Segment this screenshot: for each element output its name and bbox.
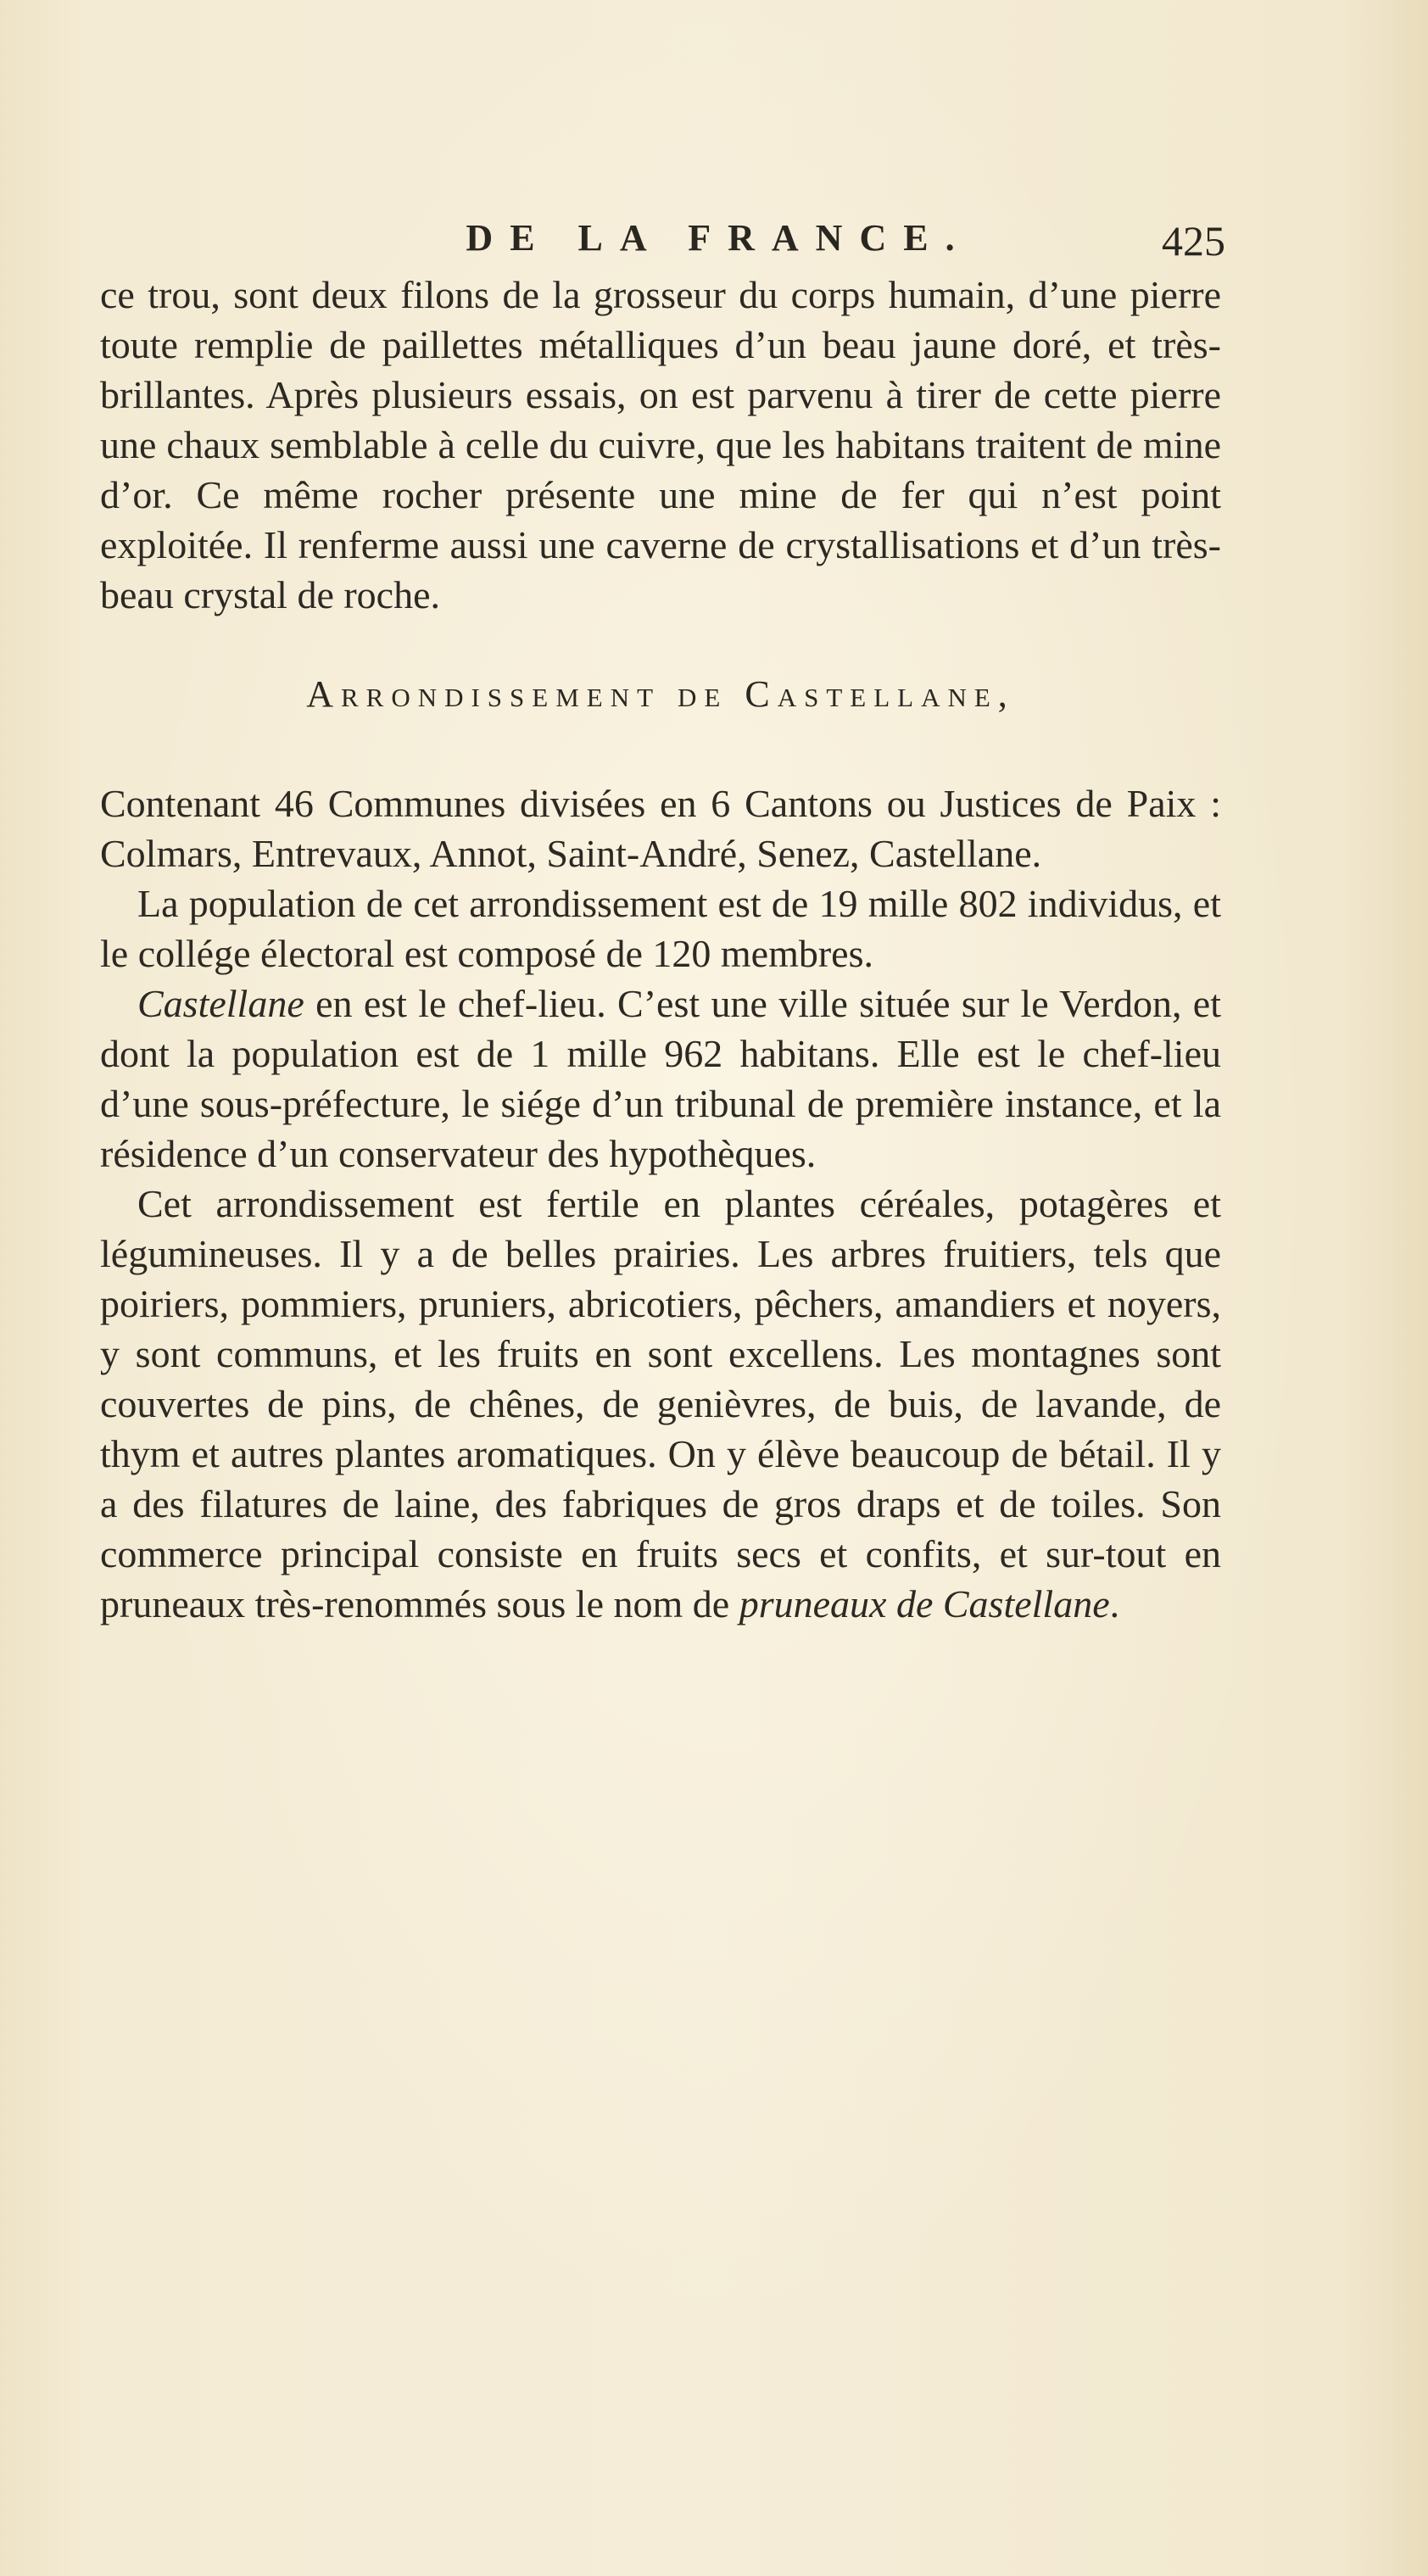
product-name-italic: pruneaux de Castellane [739,1582,1110,1625]
paragraph-continuation: ce trou, sont deux filons de la grosseur du corps humain, d’une pierre toute remplie de paillettes métalliques d’un beau jaune doré, et très-brillantes. Après plusieurs essais, on est parvenu à tirer de cette pierre une chaux semblable à celle du cuivre, que les habitans traitent de mine d’or. Ce même rocher présente une mine de fer qui n’est point exploitée. Il renferme aussi une caverne de crystallisations et d’un très-beau crystal de roche. [100,273,1221,616]
paragraph-contenant: Contenant 46 Communes divisées en 6 Cantons ou Justices de Paix : Colmars, Entrevaux, Annot, Saint-André, Senez, Castellane. [100,782,1221,875]
paragraph-population: La population de cet arrondissement est de 19 mille 802 individus, et le collége électoral est composé de 120 membres. [100,882,1221,975]
paragraph-productions-end: . [1109,1582,1120,1625]
paragraph-productions-text: Cet arrondissement est fertile en plantes céréales, potagères et légumineuses. Il y a de belles prairies. Les arbres fruitiers, tels que poiriers, pommiers, pruniers, abricotiers, pêchers, amandiers et noyers, y sont communs, et les fruits en sont excellens. Les montagnes sont couvertes de pins, de chênes, de genièvres, de buis, de lavande, de thym et autres plantes aromatiques. On y élève beaucoup de bétail. Il y a des filatures de laine, des fabriques de gros draps et de toiles. Son commerce principal consiste en fruits secs et confits, et sur-tout en pruneaux très-renommés sous le nom de [100,1182,1221,1625]
paragraph-chef-lieu [100,979,1221,1179]
place-name-italic: Castellane [137,982,304,1025]
section-heading: Arrondissement de Castellane, [306,673,1015,715]
page-number: 425 [1162,217,1225,265]
running-title: DE LA FRANCE. [466,217,972,259]
paragraph-chef-lieu-text: en est le chef-lieu. C’est une ville située sur le Verdon, et dont la population est de 1 mille 962 habitans. Elle est le chef-lieu d’une sous-préfecture, le siége d’un tribunal de première instance, et la résidence d’un conservateur des hypothèques. [100,982,1221,1175]
paragraph-productions [100,1179,1221,1629]
page-header [212,216,1225,267]
body-text [100,270,1221,1629]
